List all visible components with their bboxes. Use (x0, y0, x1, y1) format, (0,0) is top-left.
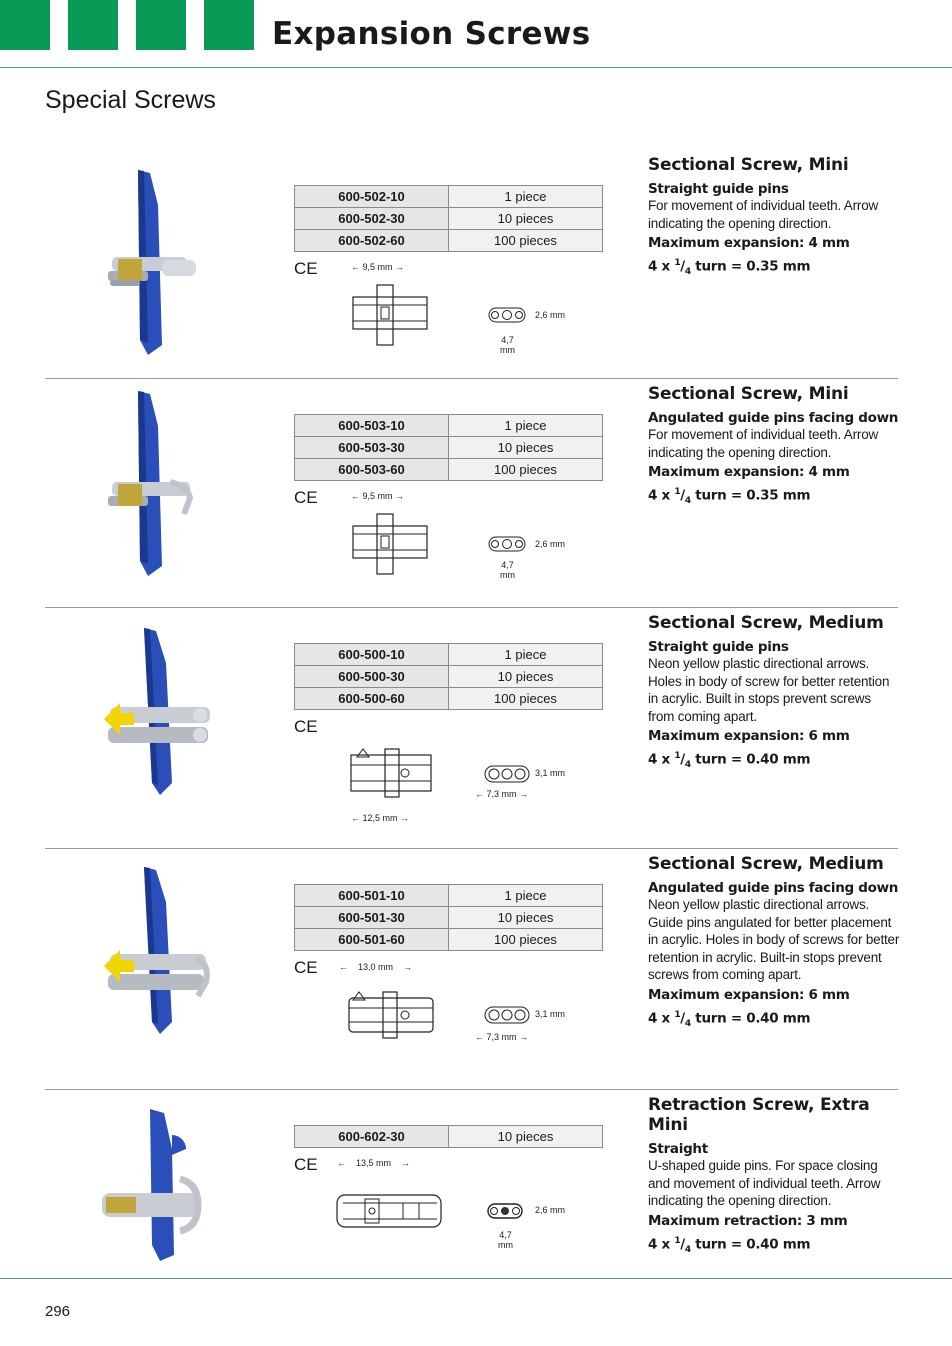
width-dimension: 4,7 mm (500, 560, 515, 580)
footer-divider (0, 1278, 952, 1279)
screw-product-image (100, 1105, 270, 1275)
width-dimension: 4,7 mm (500, 335, 515, 355)
product-description (648, 155, 900, 281)
length-dimension: ← 9,5 mm → (351, 491, 405, 501)
width-dimension: ← 7,3 mm → (475, 1032, 529, 1042)
product-body: Neon yellow plastic directional arrows. Guide pins angulated for better placement in acrylic. Holes in body of screws for better retention in acrylic. Built-in stops prevent screws from coming apart. (648, 897, 900, 982)
height-dimension: 3,1 mm (535, 768, 566, 778)
table-row: 600-503-60 100 pieces (295, 459, 603, 481)
screw-technical-drawing (343, 990, 439, 1040)
product-description (648, 613, 900, 774)
page-number: 296 (45, 1303, 71, 1320)
header-block-4 (204, 0, 254, 50)
table-row: 600-500-60 100 pieces (295, 688, 603, 710)
product-subtitle: Straight (648, 1141, 708, 1157)
product-subtitle: Straight guide pins (648, 639, 789, 655)
table-row: 600-500-10 1 piece (295, 644, 603, 666)
product-turn: 4 x $^1/_4$ turn = 0.40 mm (648, 1235, 811, 1255)
table-row: 600-503-30 10 pieces (295, 437, 603, 459)
order-table (294, 643, 603, 710)
width-dimension: ← 7,3 mm → (475, 789, 529, 799)
header-block-3 (136, 0, 186, 50)
table-row: 600-500-30 10 pieces (295, 666, 603, 688)
cross-section-drawing (485, 534, 529, 554)
product-title: Sectional Screw, Mini (648, 384, 849, 404)
table-row: 600-501-30 10 pieces (295, 907, 603, 929)
product-max: Maximum expansion: 6 mm (648, 728, 850, 744)
product-section-2 (45, 384, 898, 604)
page-title: Expansion Screws (272, 16, 591, 52)
product-subtitle: Angulated guide pins facing down (648, 880, 899, 896)
screw-technical-drawing (345, 283, 435, 347)
product-description (648, 384, 900, 510)
height-dimension: 3,1 mm (535, 1009, 566, 1019)
product-max: Maximum expansion: 6 mm (648, 986, 850, 1003)
screw-technical-drawing (333, 1191, 445, 1231)
screw-technical-drawing (345, 512, 435, 576)
order-table (294, 414, 603, 481)
product-max: Maximum expansion: 4 mm (648, 235, 850, 251)
ce-mark: CE (294, 958, 318, 977)
product-turn: 4 x $^1/_4$ turn = 0.40 mm (648, 751, 811, 771)
table-row: 600-503-10 1 piece (295, 415, 603, 437)
screw-product-image (100, 862, 270, 1062)
product-section-5 (45, 1095, 898, 1275)
ce-mark: CE (294, 717, 318, 736)
ce-mark: CE (294, 259, 318, 278)
product-max: Maximum retraction: 3 mm (648, 1212, 848, 1229)
product-turn: 4 x $^1/_4$ turn = 0.40 mm (648, 1009, 811, 1029)
section-divider (45, 1089, 898, 1090)
product-turn: 4 x $^1/_4$ turn = 0.35 mm (648, 487, 811, 507)
product-description (648, 854, 900, 1033)
ce-mark: CE (294, 488, 318, 507)
product-section-4 (45, 854, 898, 1084)
product-title: Sectional Screw, Medium (648, 854, 884, 874)
table-row: 600-602-30 10 pieces (295, 1126, 603, 1148)
product-title: Retraction Screw, Extra Mini (648, 1095, 870, 1135)
cross-section-drawing (485, 305, 529, 325)
header-divider (0, 67, 952, 68)
table-row: 600-502-10 1 piece (295, 186, 603, 208)
height-dimension: 2,6 mm (535, 539, 566, 549)
product-subtitle: Straight guide pins (648, 181, 789, 197)
section-divider (45, 607, 898, 608)
section-divider (45, 848, 898, 849)
product-max: Maximum expansion: 4 mm (648, 464, 850, 480)
cross-section-drawing (483, 1004, 531, 1026)
cross-section-drawing (483, 763, 531, 785)
order-table (294, 1125, 603, 1148)
section-divider (45, 378, 898, 379)
ce-mark: CE (294, 1155, 318, 1174)
product-body: Neon yellow plastic directional arrows. Holes in body of screw for better retention in acrylic. Built in stops prevent screws from coming apart. (648, 656, 890, 724)
length-dimension: ← 13,0 mm → (339, 962, 413, 972)
section-heading: Special Screws (45, 86, 216, 114)
screw-product-image (100, 165, 270, 365)
order-table (294, 185, 603, 252)
product-body: U-shaped guide pins. For space closing and movement of individual teeth. Arrow indicating the opening direction. (648, 1158, 881, 1208)
screw-technical-drawing (345, 747, 437, 799)
product-body: For movement of individual teeth. Arrow indicating the opening direction. (648, 198, 879, 231)
header-block-1 (0, 0, 50, 50)
table-row: 600-502-60 100 pieces (295, 230, 603, 252)
length-dimension: ← 12,5 mm → (351, 813, 410, 823)
height-dimension: 2,6 mm (535, 310, 566, 320)
product-section-1 (45, 155, 898, 375)
order-table (294, 884, 603, 951)
table-row: 600-502-30 10 pieces (295, 208, 603, 230)
length-dimension: ← 13,5 mm → (337, 1158, 411, 1168)
product-description (648, 1095, 900, 1259)
table-row: 600-501-60 100 pieces (295, 929, 603, 951)
product-body: For movement of individual teeth. Arrow indicating the opening direction. (648, 427, 879, 460)
table-row: 600-501-10 1 piece (295, 885, 603, 907)
height-dimension: 2,6 mm (535, 1205, 566, 1215)
cross-section-drawing (485, 1201, 525, 1221)
screw-product-image (100, 386, 270, 586)
width-dimension: 4,7 mm (498, 1230, 513, 1250)
product-turn: 4 x $^1/_4$ turn = 0.35 mm (648, 258, 811, 278)
screw-product-image (100, 623, 270, 823)
product-title: Sectional Screw, Medium (648, 613, 884, 633)
header-block-2 (68, 0, 118, 50)
product-section-3 (45, 613, 898, 843)
length-dimension: ← 9,5 mm → (351, 262, 405, 272)
product-subtitle: Angulated guide pins facing down (648, 410, 899, 426)
product-title: Sectional Screw, Mini (648, 155, 849, 175)
